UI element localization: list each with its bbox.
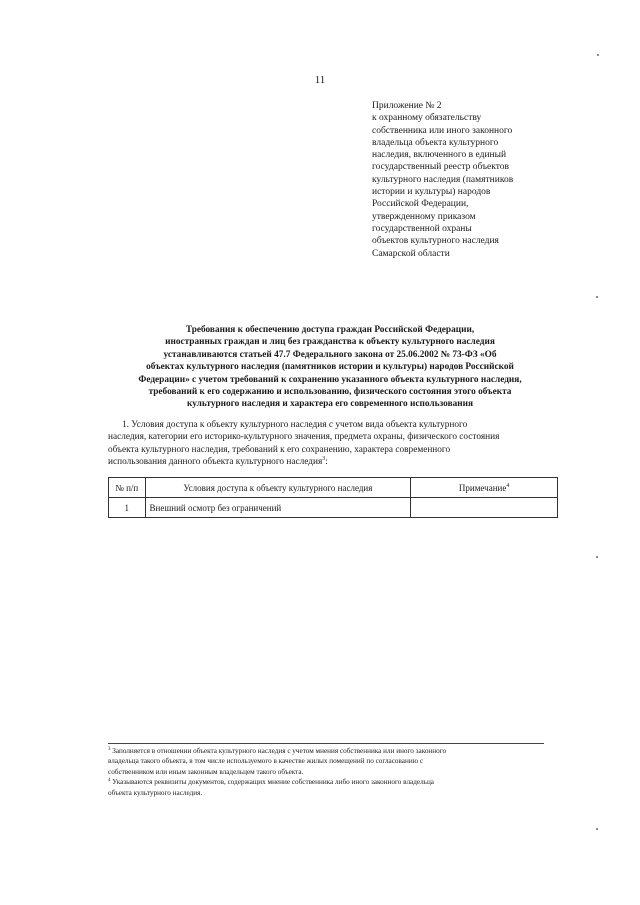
header-number: № п/п xyxy=(109,478,146,498)
cell-note xyxy=(411,498,558,518)
access-conditions-table xyxy=(108,477,558,518)
header-conditions: Условия доступа к объекту культурного наследия xyxy=(145,478,411,498)
footnote-text: Указываются реквизиты документов, содержащих мнение собственника либо иного законного владельца xyxy=(112,778,434,787)
table-row xyxy=(109,498,558,518)
paragraph-line: объекта культурного наследия, требований к его сохранению, характера современного xyxy=(108,444,451,455)
footnote-3-line xyxy=(108,746,544,756)
scan-speck xyxy=(597,54,599,56)
footnote-3-line: владельца такого объекта, в том числе используемого в качестве жилых помещений по согласованию с xyxy=(108,757,424,766)
scan-speck xyxy=(596,828,598,830)
footnote-4-line xyxy=(108,777,544,787)
paragraph-line: наследия, категории его историко-культурного значения, предмета охраны, физического состояния xyxy=(108,432,500,443)
scan-speck xyxy=(596,556,598,558)
heading-line: требований к его содержанию и использованию, физического состояния этого объекта xyxy=(148,387,512,398)
page-number: 11 xyxy=(314,74,326,86)
annex-line: истории и культуры) народов xyxy=(372,187,491,198)
paragraph-line: 1. Условия доступа к объекту культурного наследия с учетом вида объекта культурного xyxy=(122,420,468,430)
annex-line: государственной охраны xyxy=(372,223,472,234)
paragraph-line-last xyxy=(108,456,563,468)
footnote-text: Заполняется в отношении объекта культурного наследия с учетом мнения собственника или иного законного xyxy=(112,747,447,755)
footnote-ref-3[interactable]: 3 xyxy=(322,455,326,462)
annex-line: государственный реестр объектов xyxy=(372,162,509,173)
footnote-4-line: объекта культурного наследия. xyxy=(108,788,203,797)
footnote-ref-4[interactable]: 4 xyxy=(506,482,510,489)
annex-line: наследия, включенного в единый xyxy=(372,150,507,161)
annex-caption xyxy=(372,100,572,260)
annex-line: культурного наследия (памятников xyxy=(372,174,514,185)
heading-line: Федерации» с учетом требований к сохранению указанного объекта культурного наследия, xyxy=(138,374,522,385)
document-heading xyxy=(96,324,564,411)
footnote-mark-4: 4 xyxy=(108,778,111,784)
footnotes xyxy=(108,746,544,798)
annex-line: собственника или иного законного xyxy=(372,125,513,136)
annex-line: объектов культурного наследия xyxy=(372,236,499,247)
scan-speck xyxy=(596,296,598,298)
table-header-row xyxy=(109,478,558,498)
heading-line: Требования к обеспечению доступа граждан Российской Федерации, xyxy=(185,325,475,335)
annex-line: Самарской области xyxy=(372,248,450,259)
footnote-3-line: собственником или иным законным владельцем такого объекта. xyxy=(108,767,304,776)
heading-line: культурного наследия и характера его современного использования xyxy=(186,399,474,410)
header-note-text: Примечание xyxy=(458,482,507,493)
heading-line: объектах культурного наследия (памятников истории и культуры) народов Российской xyxy=(146,362,514,373)
footnote-mark-3: 3 xyxy=(108,747,111,752)
header-note xyxy=(411,478,558,498)
footnote-separator xyxy=(108,743,544,744)
annex-line: Приложение № 2 xyxy=(372,101,442,111)
cell-conditions: Внешний осмотр без ограничений xyxy=(145,498,411,518)
heading-line: устанавливаются статьей 47.7 Федерального закона от 25.06.2002 № 73-ФЗ «Об xyxy=(163,349,497,360)
annex-line: утвержденному приказом xyxy=(372,211,476,222)
annex-line: владельца объекта культурного xyxy=(372,137,499,148)
heading-line: иностранных граждан и лиц без гражданства к объекту культурного наследия xyxy=(165,337,495,348)
annex-line: Российской Федерации, xyxy=(372,199,469,210)
cell-number: 1 xyxy=(109,498,146,518)
paragraph-colon: : xyxy=(325,456,328,467)
paragraph-line-text: использования данного объекта культурного наследия xyxy=(108,456,323,467)
access-conditions-paragraph xyxy=(108,419,563,468)
annex-line: к охранному обязательству xyxy=(372,113,482,124)
